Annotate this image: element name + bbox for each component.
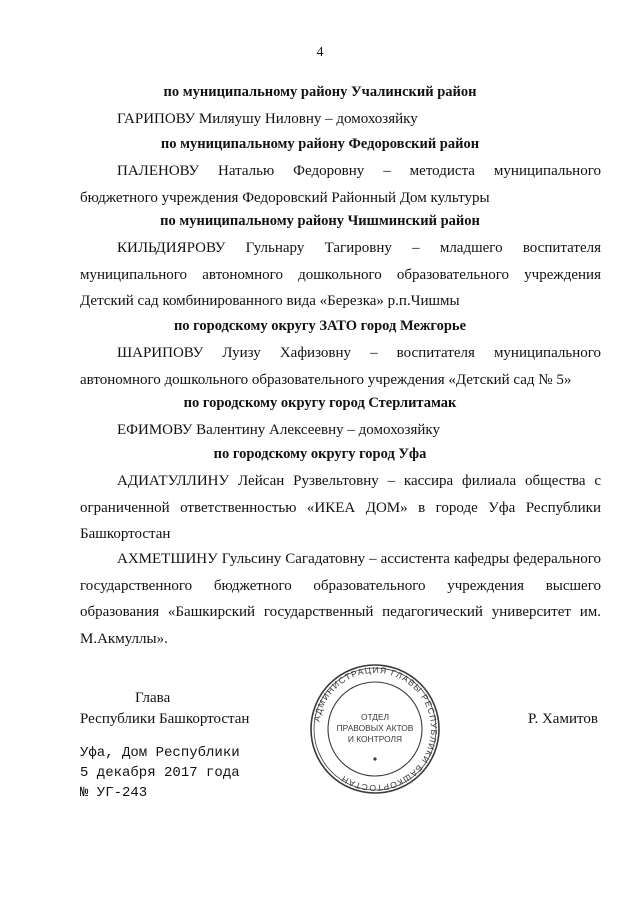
district-heading-sterlitamak: по городскому округу город Стерлитамак <box>183 395 457 411</box>
official-seal-stamp <box>308 662 442 796</box>
signing-date: 5 декабря 2017 года <box>80 765 240 781</box>
seal-inner-line2: ПРАВОВЫХ АКТОВ <box>336 723 414 733</box>
seal-inner-line1: ОТДЕЛ <box>360 712 390 722</box>
award-entry-sharipova: ШАРИПОВУ Луизу Хафизовну – воспитателя муниципального автономного дошкольного образовательного учреждения «Детский сад № 5» <box>80 345 601 388</box>
award-entry-akhmetshina: АХМЕТШИНУ Гульсину Сагадатовну – ассистента кафедры федерального государственного бюджетного образовательного учреждения высшего образования «Башкирский государственный педагогический университет им. М.Акмуллы». <box>80 551 601 647</box>
district-heading-fedorovka: по муниципальному району Федоровский район <box>160 136 480 152</box>
award-entry-adiatullina: АДИАТУЛЛИНУ Лейсан Рузвельтовну – кассира филиала общества с ограниченной ответственностью «ИКЕА ДОМ» в городе Уфа Республики Башкортостан <box>80 473 601 542</box>
district-heading-chishmy: по муниципальному району Чишминский район <box>160 213 480 229</box>
district-heading-ufa: по городскому округу город Уфа <box>213 446 427 462</box>
seal-outer-text: АДМИНИСТРАЦИЯ ГЛАВЫ РЕСПУБЛИКИ БАШКОРТОСТАН <box>311 664 440 794</box>
award-entry-kildiyarova: КИЛЬДИЯРОВУ Гульнару Тагировну – младшего воспитателя муниципального автономного дошкольного образовательного учреждения Детский сад комбинированного вида «Березка» р.п.Чишмы <box>80 240 601 309</box>
district-heading-mezhgorye: по городскому округу ЗАТО город Межгорье <box>173 318 467 334</box>
page-number: 4 <box>316 45 324 60</box>
seal-star-mark <box>373 757 376 760</box>
signatory-title-line2: Республики Башкортостан <box>80 711 250 727</box>
district-heading-uchaly: по муниципальному району Учалинский район <box>163 84 477 100</box>
signatory-title-line1: Глава <box>135 690 171 706</box>
award-entry-palenova: ПАЛЕНОВУ Наталью Федоровну – методиста муниципального бюджетного учреждения Федоровский Районный Дом культуры <box>80 163 601 206</box>
signing-place: Уфа, Дом Республики <box>80 745 240 761</box>
award-entry-garipova: ГАРИПОВУ Миляушу Ниловну – домохозяйку <box>117 111 418 127</box>
decree-number: № УГ-243 <box>80 785 148 801</box>
signatory-name: Р. Хамитов <box>528 711 598 727</box>
seal-inner-line3: И КОНТРОЛЯ <box>347 734 403 744</box>
award-entry-efimova: ЕФИМОВУ Валентину Алексеевну – домохозяйку <box>117 422 440 438</box>
